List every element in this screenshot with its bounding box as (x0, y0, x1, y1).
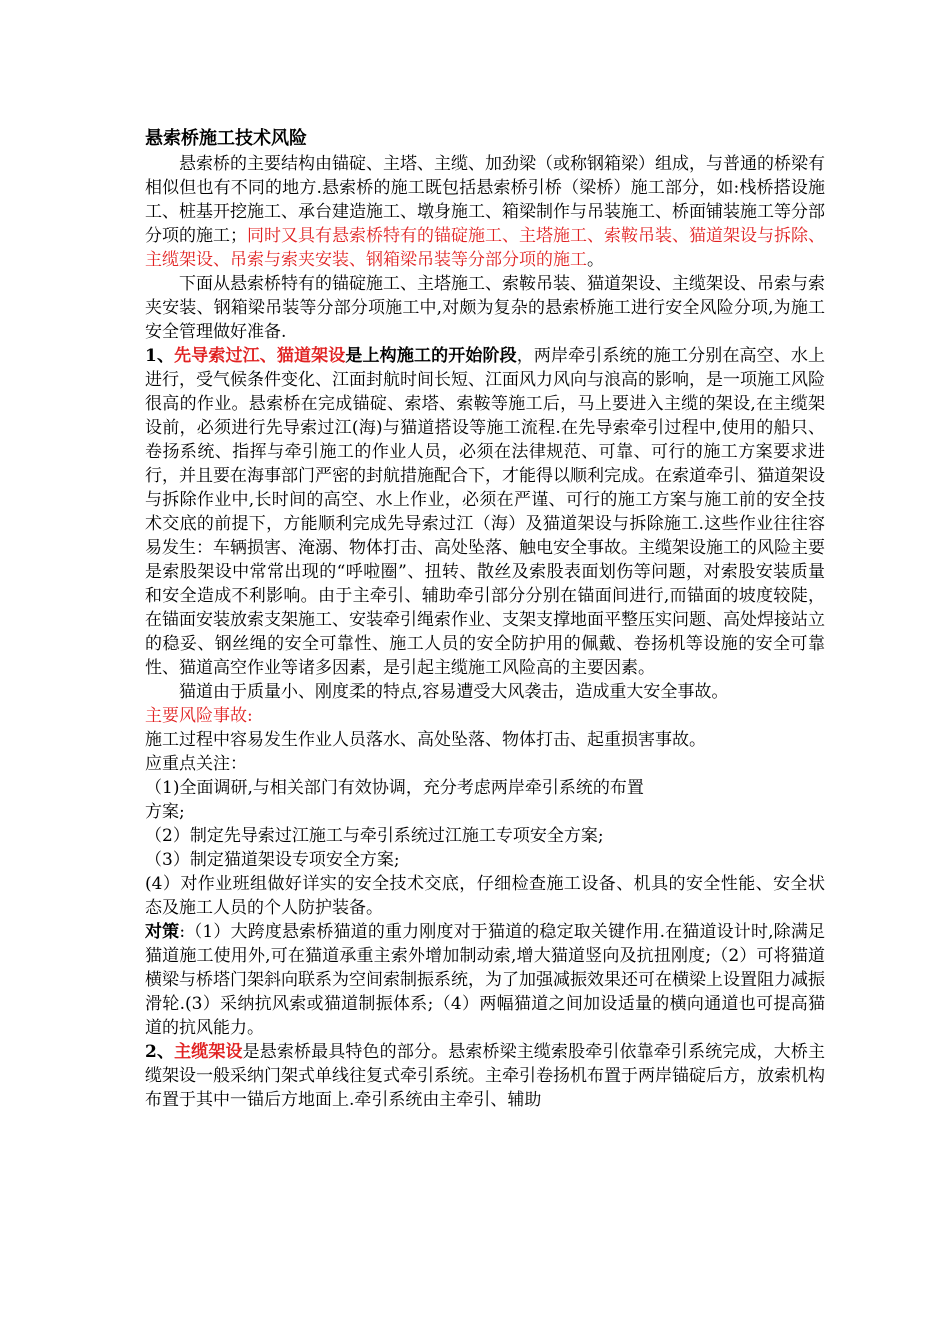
measures-paragraph (145, 920, 825, 1040)
catwalk-paragraph: 猫道由于质量小、刚度柔的特点,容易遭受大风袭击，造成重大安全事故。 (179, 682, 729, 702)
risk-text: 施工过程中容易发生作业人员落水、高处坠落、物体打击、起重损害事故。 (145, 730, 706, 750)
intro-text: 悬索桥的主要结构由锚碇、主塔、主缆、加劲梁（或称钢箱梁）组成，与普通的桥梁有相似但也有不同的地方.悬索桥的施工既包括悬索桥引桥（梁桥）施工部分，如:栈桥搭设施工、桩基开挖施工、承台建造施工、墩身施工、箱梁制作与吊装施工、桥面铺装施工等分部分项的施工； (145, 154, 825, 246)
intro-end: 。 (587, 250, 604, 270)
section-1-number: 1、 (145, 346, 175, 366)
section-1-text: ，两岸牵引系统的施工分别在高空、水上进行，受气候条件变化、江面封航时间长短、江面风力风向与浪高的影响，是一项施工风险很高的作业。悬索桥在完成锚碇、索塔、索鞍等施工后，马上要进入主缆的架设,在主缆架设前，必须进行先导索过江(海)与猫道搭设等施工流程.在先导索牵引过程中,使用的船只、卷扬系统、指挥与牵引施工的作业人员，必须在法律规范、可靠、可行的施工方案要求进行，并且要在海事部门严密的封航措施配合下，才能得以顺利完成。在索道牵引、猫道架设与拆除作业中,长时间的高空、水上作业，必须在严谨、可行的施工方案与施工前的安全技术交底的前提下，方能顺利完成先导索过江（海）及猫道架设与拆除施工.这些作业往往容易发生：车辆损害、淹溺、物体打击、高处坠落、触电安全事故。主缆架设施工的风险主要是索股架设中常常出现的“呼啦圈”、扭转、散丝及索股表面划伤等问题，对索股安装质量和安全造成不利影响。由于主牵引、辅助牵引部分分别在锚面间进行,而锚面的坡度较陡，在锚面安装放索支架施工、安装牵引绳索作业、支架支撑地面平整压实问题、高处焊接站立的稳妥、钢丝绳的安全可靠性、施工人员的安全防护用的佩戴、卷扬机等设施的安全可靠性、猫道高空作业等诸多因素，是引起主缆施工风险高的主要因素。 (145, 346, 825, 678)
document-title: 悬索桥施工技术风险 (145, 128, 307, 149)
section-1-subheading: 是上构施工的开始阶段 (345, 346, 517, 366)
section-2-number: 2、 (145, 1042, 175, 1062)
focus-item-2: （2）制定先导索过江施工与牵引系统过江施工专项安全方案; (145, 826, 604, 846)
intro-paragraph (145, 152, 825, 272)
measures-text: :（1）大跨度悬索桥猫道的重力刚度对于猫道的稳定取关键作用.在猫道设计时,除满足猫道施工使用外,可在猫道承重主索外增加制动索,增大猫道竖向及抗扭刚度;（2）可将猫道横梁与桥塔门架斜向联系为空间索制振系统，为了加强减振效果还可在横梁上设置阻力减振滑轮.(3）采纳抗风索或猫道制振体系;（4）两幅猫道之间加设适量的横向通道也可提高猫道的抗风能力。 (145, 922, 825, 1038)
overview-paragraph: 下面从悬索桥特有的锚碇施工、主塔施工、索鞍吊装、猫道架设、主缆架设、吊索与索夹安装、钢箱梁吊装等分部分项施工中,对颇为复杂的悬索桥施工进行安全风险分项,为施工安全管理做好准备. (145, 274, 825, 342)
focus-label: 应重点关注： (145, 754, 247, 774)
section-2-text: 是悬索桥最具特色的部分。悬索桥梁主缆索股牵引依靠牵引系统完成，大桥主缆架设一般采纳门架式单线往复式牵引系统。主牵引卷扬机布置于两岸锚碇后方，放索机构布置于其中一锚后方地面上.牵引系统由主牵引、辅助 (145, 1042, 825, 1110)
focus-item-3: （3）制定猫道架设专项安全方案; (145, 850, 400, 870)
section-2-paragraph (145, 1040, 825, 1112)
focus-item-1a: （1)全面调研,与相关部门有效协调，充分考虑两岸牵引系统的布置 (145, 778, 644, 798)
document-page (145, 126, 825, 1112)
intro-highlight: 同时又具有悬索桥特有的锚碇施工、主塔施工、索鞍吊装、猫道架设与拆除、主缆架设、吊索与索夹安装、钢箱梁吊装等分部分项的施工 (145, 226, 825, 270)
risk-label: 主要风险事故: (145, 706, 253, 726)
section-1-paragraph (145, 344, 825, 680)
focus-item-4: (4）对作业班组做好详实的安全技术交底，仔细检查施工设备、机具的安全性能、安全状态及施工人员的个人防护装备。 (145, 874, 825, 918)
measures-label: 对策 (145, 922, 180, 942)
section-1-heading: 先导索过江、猫道架设 (174, 346, 346, 366)
section-2-heading: 主缆架设 (174, 1042, 243, 1062)
focus-item-1b: 方案; (145, 802, 185, 822)
